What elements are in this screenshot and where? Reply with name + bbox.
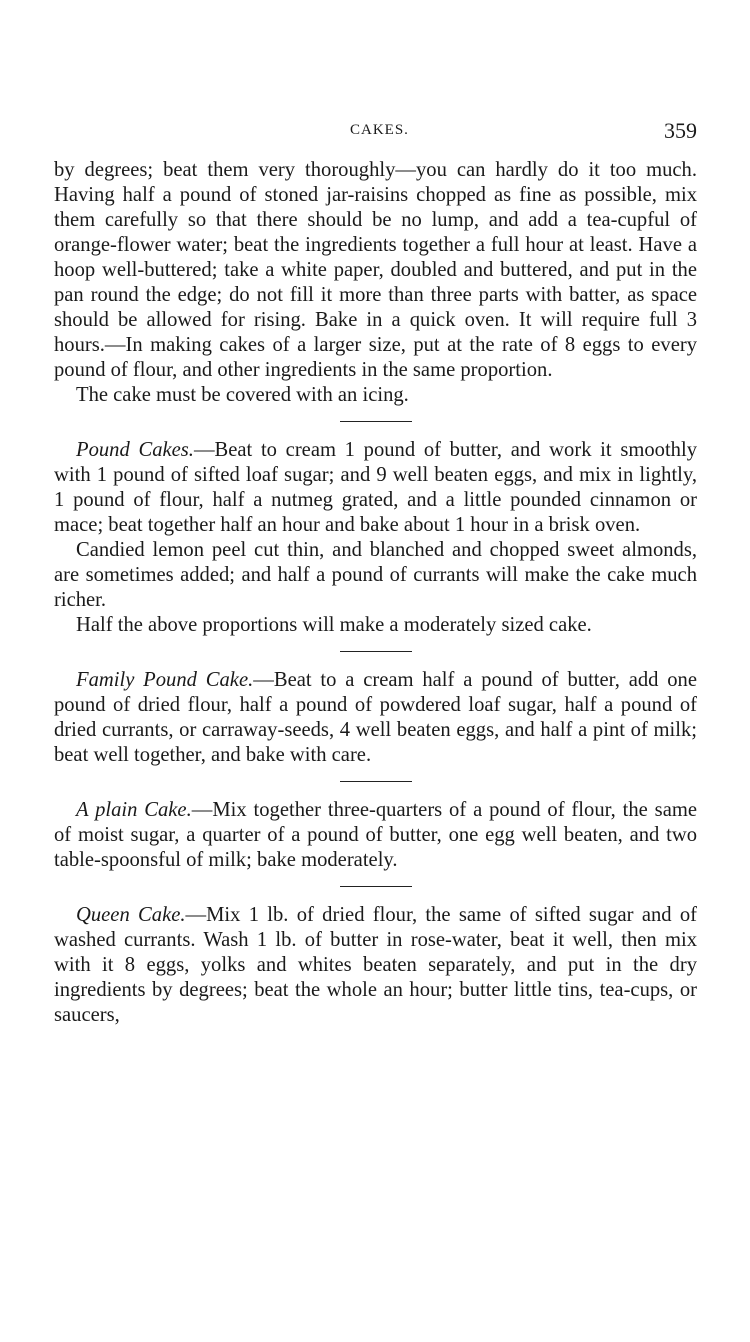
recipe-body: —Mix 1 lb. of dried flour, the same of sifted sugar and of washed currants. Wash 1 lb. of butter in rose-water, beat it well, then mix with it 8 eggs, yolks and whites beaten separately, and put in the dry ingredients by degrees; beat the whole an hour; butter little tins, tea-cups, or saucers, (54, 904, 697, 1026)
book-page (54, 118, 697, 1028)
recipe-body: —Mix together three-quarters of a pound of flour, the same of moist sugar, a quarter of a pound of butter, one egg well beaten, and two table-spoonsful of milk; bake moderately. (54, 799, 697, 871)
section-divider (340, 421, 412, 422)
section-divider (340, 651, 412, 652)
section-divider (340, 781, 412, 782)
recipe-title: Family Pound Cake. (76, 669, 254, 691)
icing-note: The cake must be covered with an icing. (76, 384, 409, 406)
recipe-title: Queen Cake. (76, 904, 186, 926)
recipe-note: Candied lemon peel cut thin, and blanched and chopped sweet almonds, are sometimes added; and half a pound of currants will make the cake much richer. (54, 539, 697, 611)
recipe-note: Half the above proportions will make a moderately sized cake. (76, 614, 592, 636)
recipe-body: —Beat to a cream half a pound of butter, add one pound of dried flour, half a pound of powdered loaf sugar, half a pound of dried currants, or carraway-seeds, 4 well beaten eggs, and half a pint of milk; beat well together, and bake with care. (54, 669, 697, 766)
recipe-title: A plain Cake. (76, 799, 192, 821)
continued-paragraph: by degrees; beat them very thoroughly—you can hardly do it too much. Having half a pound of stoned jar-raisins chopped as fine as possible, mix them carefully so that there should be no lump, and add a tea-cupful of orange-flower water; beat the ingredients together a full hour at least. Have a hoop well-buttered; take a white paper, doubled and buttered, and put in the pan round the edge; do not fill it more than three parts with batter, as space should be allowed for rising. Bake in a quick oven. It will require full 3 hours.—In making cakes of a larger size, put at the rate of 8 eggs to every pound of flour, and other ingredients in the same proportion. (54, 159, 697, 381)
running-title: CAKES. (350, 122, 409, 138)
section-divider (340, 886, 412, 887)
recipe-plain-cake (54, 798, 697, 873)
recipe-body: —Beat to cream 1 pound of butter, and work it smoothly with 1 pound of sifted loaf sugar; and 9 well beaten eggs, and mix in lightly, 1 pound of flour, half a nutmeg grated, and a little pounded cinnamon or mace; beat together half an hour and bake about 1 hour in a brisk oven. (54, 439, 697, 536)
page-number: 359 (664, 118, 697, 143)
recipe-queen-cake (54, 903, 697, 1028)
recipe-pound-cakes (54, 438, 697, 538)
recipe-family-pound-cake (54, 668, 697, 768)
page-header (54, 118, 697, 158)
recipe-title: Pound Cakes. (76, 439, 194, 461)
